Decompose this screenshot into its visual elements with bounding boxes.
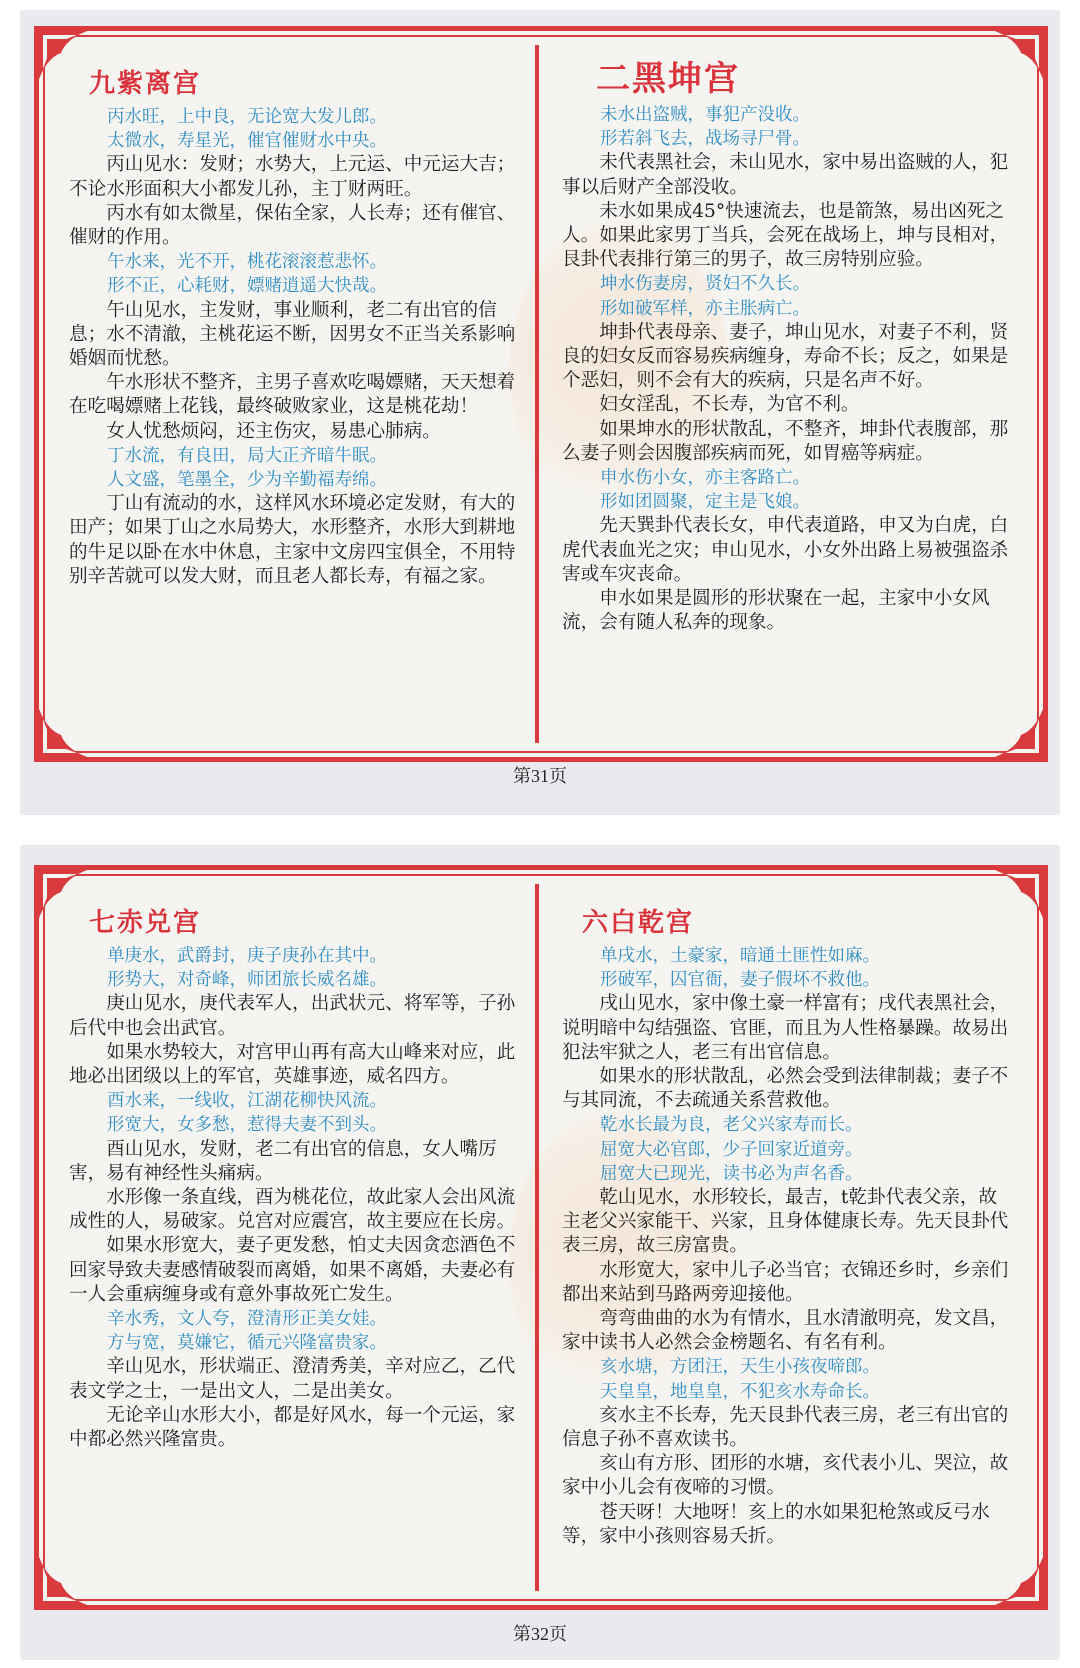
body-paragraph: 丁山有流动的水，这样风水环境必定发财，有大的田产；如果丁山之水局势大，水形整齐，水形大到耕地的牛足以卧在水中休息，主家中文房四宝俱全，不用特别辛苦就可以发大财，而且老人都长寿，有福之家。	[69, 493, 516, 587]
verse-line: 天皇皇，地皇皇，不犯亥水寿命长。	[600, 1381, 880, 1402]
verse-line: 形破军，囚官衙，妻子假坏不救他。	[600, 970, 880, 991]
body-paragraph: 女人忧愁烦闷，还主伤灾，易患心肺病。	[106, 420, 441, 442]
verse-line: 形不正，心耗财，嫖赌逍遥大快哉。	[107, 276, 387, 297]
body-paragraph: 亥山有方形、团形的水塘，亥代表小儿、哭泣，故家中小儿会有夜啼的习惯。	[562, 1453, 1009, 1499]
body-paragraph: 如果水形宽大，妻子更发愁，怕丈夫因贪恋酒色不回家导致夫妻感情破裂而离婚，如果不离婚，夫妻必有一人会重病缠身或有意外事故死亡发生。	[69, 1235, 516, 1305]
body-paragraph: 酉山见水，发财，老二有出官的信息，女人嘴厉害，易有神经性头痛病。	[69, 1138, 497, 1184]
section-heading: 七赤兑宫	[89, 908, 202, 938]
verse-line: 形宽大，女多愁，惹得夫妻不到头。	[107, 1115, 387, 1136]
verse-line: 坤水伤妻房，贤妇不久长。	[600, 274, 810, 295]
section-heading: 二黑坤宫	[596, 59, 740, 99]
verse-line: 单戌水，土豪家，暗通土匪性如麻。	[600, 946, 880, 966]
body-paragraph: 如果水势较大，对宫甲山再有高大山峰来对应，此地必出团级以上的军官，英雄事迹，威名四方。	[69, 1041, 516, 1088]
verse-line: 方与宽，莫嫌它，循元兴隆富贵家。	[107, 1333, 387, 1354]
corner-ornament	[37, 695, 101, 759]
verse-line: 人文盛，笔墨全，少为辛勤福寿绵。	[107, 470, 387, 491]
section-dui-palace	[69, 906, 517, 1452]
body-paragraph: 水形像一条直线，酉为桃花位，故此家人会出风流成性的人，易破家。兑宫对应震宫，故主要应在长房。	[69, 1187, 516, 1233]
body-paragraph: 苍天呀！大地呀！亥上的水如果犯枪煞或反弓水等，家中小孩则容易夭折。	[562, 1501, 990, 1547]
verse-line: 未水出盗贼，事犯产没收。	[600, 105, 810, 125]
section-body	[69, 944, 517, 1452]
verse-line: 屈宽大必官郎，少子回家近道旁。	[600, 1139, 863, 1160]
verse-line: 太微水，寿星光，催官催财水中央。	[107, 131, 387, 152]
verse-line: 午水来，光不开，桃花滚滚惹悲怀。	[107, 252, 387, 273]
body-paragraph: 亥水主不长寿，先天艮卦代表三房，老三有出官的信息子孙不喜欢读书。	[562, 1404, 1009, 1451]
body-paragraph: 如果坤水的形状散乱，不整齐，坤卦代表腹部，那么妻子则会因腹部疾病而死，如胃癌等病症。	[562, 418, 1009, 464]
verse-line: 形如团圆聚，定主是飞娘。	[600, 492, 810, 513]
section-body	[562, 944, 1010, 1549]
book-page-32	[20, 845, 1060, 1660]
section-heading: 九紫离宫	[89, 69, 202, 99]
section-body	[69, 105, 517, 589]
corner-ornament	[37, 1543, 101, 1607]
body-paragraph: 辛山见水，形状端正、澄清秀美，辛对应乙，乙代表文学之士，一是出文人，二是出美女。	[69, 1356, 516, 1402]
column-divider	[535, 45, 539, 743]
body-paragraph: 丙水有如太微星，保佑全家，人长寿；还有催官、催财的作用。	[69, 202, 516, 249]
body-paragraph: 坤卦代表母亲、妻子，坤山见水，对妻子不利，贤良的妇女反而容易疾病缠身，寿命不长；反之，如果是个恶妇，则不会有大的疾病，只是名声不好。	[562, 321, 1009, 392]
verse-line: 形若斜飞去，战场寻尸骨。	[600, 129, 810, 150]
book-page-31	[20, 10, 1060, 815]
verse-line: 形势大，对奇峰，师团旅长威名雄。	[107, 970, 387, 991]
corner-ornament	[981, 695, 1045, 759]
verse-line: 辛水秀，文人夸，澄清形正美女娃。	[107, 1309, 387, 1330]
corner-ornament	[981, 1543, 1045, 1607]
section-kun-palace	[562, 59, 1010, 635]
verse-line: 申水伤小女，亦主客路亡。	[600, 468, 810, 489]
body-paragraph: 戌山见水，家中像土豪一样富有；戌代表黑社会，说明暗中勾结强盗、官匪，而且为人性格暴躁。故易出犯法牢狱之人，老三有出官信息。	[562, 993, 1009, 1063]
body-paragraph: 午水形状不整齐，主男子喜欢吃喝嫖赌，天天想着在吃喝嫖赌上花钱，最终破败家业，这是桃花劫！	[69, 372, 516, 418]
section-qian-palace	[562, 906, 1010, 1549]
page-number: 第31页	[513, 766, 567, 786]
verse-line: 酉水来，一线收，江湖花柳快风流。	[107, 1091, 387, 1112]
body-paragraph: 午山见水，主发财，事业顺利，老二有出官的信息；水不清澈，主桃花运不断，因男女不正当关系影响婚姻而忧愁。	[69, 299, 516, 370]
body-paragraph: 乾山见水，水形较长，最吉，t乾卦代表父亲，故主老父兴家能干、兴家，且身体健康长寿。先天艮卦代表三房，故三房富贵。	[562, 1187, 1009, 1257]
verse-line: 单庚水，武爵封，庚子庚孙在其中。	[107, 946, 387, 966]
verse-line: 形如破军样，亦主胀病亡。	[600, 298, 810, 319]
body-paragraph: 丙山见水：发财；水势大，上元运、中元运大吉；不论水形面积大小都发儿孙，主丁财两旺。	[69, 154, 516, 200]
body-paragraph: 未代表黑社会，未山见水，家中易出盗贼的人，犯事以后财产全部没收。	[562, 152, 1009, 198]
page-32-frame	[34, 865, 1048, 1610]
section-body	[562, 103, 1010, 635]
body-paragraph: 未水如果成45°快速流去，也是箭煞，易出凶死之人。如果此家男丁当兵，会死在战场上，坤与艮相对，艮卦代表排行第三的男子，故三房特别应验。	[562, 200, 1009, 271]
page-31-frame	[34, 26, 1048, 762]
section-li-palace	[69, 67, 517, 589]
page-number: 第32页	[513, 1624, 567, 1644]
body-paragraph: 水形宽大，家中儿子必当官；衣锦还乡时，乡亲们都出来站到马路两旁迎接他。	[562, 1259, 1009, 1305]
body-paragraph: 庚山见水，庚代表军人，出武状元、将军等，子孙后代中也会出武官。	[69, 993, 516, 1039]
body-paragraph: 先天巽卦代表长女，申代表道路，申又为白虎，白虎代表血光之灾；申山见水，小女外出路上易被强盗杀害或车灾丧命。	[562, 515, 1009, 585]
body-paragraph: 无论辛山水形大小，都是好风水，每一个元运，家中都必然兴隆富贵。	[69, 1404, 516, 1451]
column-divider	[535, 884, 539, 1591]
body-paragraph: 弯弯曲曲的水为有情水，且水清澈明亮，发文昌，家中读书人必然会金榜题名、有名有利。	[562, 1308, 1009, 1354]
verse-line: 乾水长最为良，老父兴家寿而长。	[600, 1115, 863, 1136]
verse-line: 丙水旺，上中良，无论宽大发儿郎。	[107, 107, 387, 127]
body-paragraph: 如果水的形状散乱，必然会受到法律制裁；妻子不与其同流，不去疏通关系营救他。	[562, 1066, 1009, 1112]
body-paragraph: 妇女淫乱，不长寿，为官不利。	[599, 394, 860, 416]
body-paragraph: 申水如果是圆形的形状聚在一起，主家中小女风流，会有随人私奔的现象。	[562, 588, 990, 634]
verse-line: 亥水塘，方团汪，天生小孩夜啼郎。	[600, 1357, 880, 1378]
section-heading: 六白乾宫	[582, 908, 695, 938]
verse-line: 丁水流，有良田，局大正齐暗牛眠。	[107, 445, 387, 466]
verse-line: 屈宽大已现光，读书必为声名香。	[600, 1163, 863, 1184]
